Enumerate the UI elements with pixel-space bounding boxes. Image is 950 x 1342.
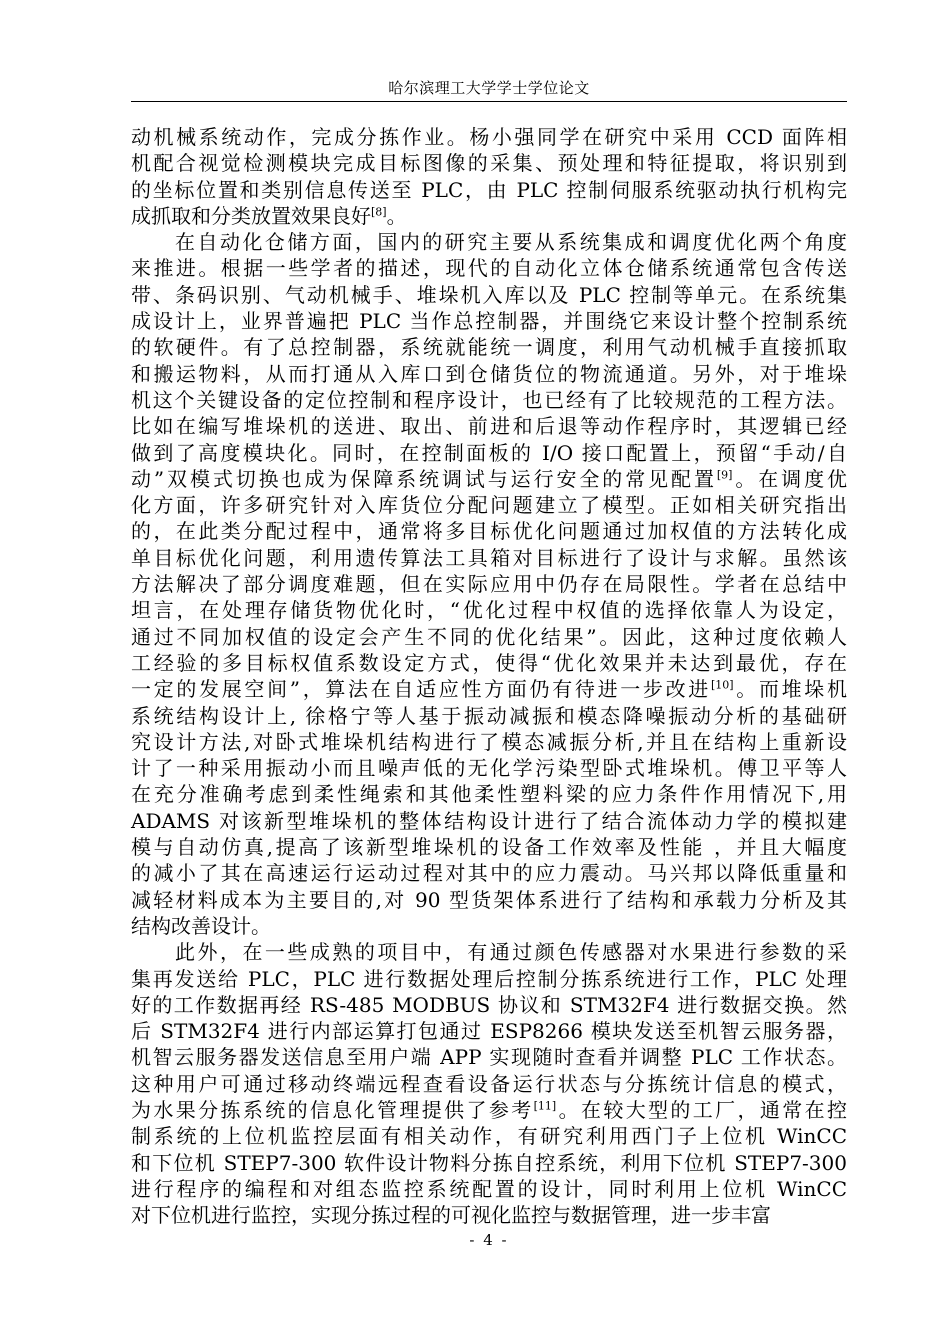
text-line	[131, 1150, 847, 1176]
text-line	[131, 781, 847, 807]
text-line	[131, 650, 847, 676]
line-text: 结构改善设计。	[131, 913, 271, 938]
text-line	[131, 887, 847, 913]
line-text: 比如在编写堆垛机的送进、取出、前进和后退等动作程序时，其逻辑已经	[131, 414, 847, 439]
paragraph	[131, 124, 847, 229]
text-line	[131, 913, 847, 939]
line-text: 的减小了其在高速运行运动过程对其中的应力震动。马兴邦以降低重量和	[131, 861, 847, 886]
text-line	[131, 860, 847, 886]
text-line	[131, 229, 847, 255]
citation-marker: [10]	[710, 678, 734, 692]
line-text: 机智云服务器发送信息至用户端 APP 实现随时查看并调整 PLC 工作状态。	[131, 1045, 847, 1070]
line-text: 机这个关键设备的定位控制和程序设计，也已经有了比较规范的工程方法。	[131, 387, 847, 412]
text-line	[131, 1123, 847, 1149]
text-line	[131, 992, 847, 1018]
body-text	[131, 124, 847, 1228]
text-line	[131, 571, 847, 597]
text-line	[131, 177, 847, 203]
text-line	[131, 834, 847, 860]
line-text: ADAMS 对该新型堆垛机的整体结构设计进行了结合流体动力学的模拟建	[131, 808, 847, 833]
line-text: 一定的发展空间”，算法在自适应性方面仍有待进一步改进	[131, 677, 711, 702]
line-text: 此外，在一些成熟的项目中，有通过颜色传感器对水果进行参数的采	[175, 940, 847, 965]
line-text-continued: 。在调度优	[732, 466, 847, 491]
line-text: 方法解决了部分调度难题，但在实际应用中仍存在局限性。学者在总结中	[131, 572, 847, 597]
text-line	[131, 1202, 847, 1228]
line-text: 制系统的上位机监控层面有相关动作，有研究利用西门子上位机 WinCC	[131, 1124, 847, 1149]
line-text: 的，在此类分配过程中，通常将多目标优化问题通过加权值的方法转化成	[131, 519, 847, 544]
text-line	[131, 729, 847, 755]
line-text: 坦言，在处理存储货物优化时，“优化过程中权值的选择依靠人为设定，	[131, 598, 847, 623]
line-text: 单目标优化问题，利用遗传算法工具箱对目标进行了设计与求解。虽然该	[131, 545, 847, 570]
text-line	[131, 334, 847, 360]
line-text: 集再发送给 PLC，PLC 进行数据处理后控制分拣系统进行工作，PLC 处理	[131, 966, 847, 991]
line-text: 减轻材料成本为主要目的,对 90 型货架体系进行了结构和承载力分析及其	[131, 887, 847, 912]
line-text: 带、条码识别、气动机械手、堆垛机入库以及 PLC 控制等单元。在系统集	[131, 282, 847, 307]
text-line	[131, 308, 847, 334]
line-text-continued: 。而堆垛机	[733, 677, 847, 702]
text-line	[131, 624, 847, 650]
line-text: 成抓取和分类放置效果良好	[131, 203, 371, 228]
text-line	[131, 808, 847, 834]
text-line	[131, 1071, 847, 1097]
line-text: 做到了高度模块化。同时，在控制面板的 I/O 接口配置上，预留“手动/自	[131, 440, 847, 465]
line-text-continued: 。	[386, 203, 407, 228]
text-line	[131, 1044, 847, 1070]
line-text: 的软硬件。有了总控制器，系统就能统一调度，利用气动机械手直接抓取	[131, 335, 847, 360]
text-line	[131, 440, 847, 466]
line-text: 成设计上，业界普遍把 PLC 当作总控制器，并围绕它来设计整个控制系统	[131, 309, 847, 334]
paragraph	[131, 229, 847, 939]
text-line	[131, 413, 847, 439]
text-line	[131, 255, 847, 281]
text-line	[131, 492, 847, 518]
text-line	[131, 1018, 847, 1044]
citation-marker: [8]	[371, 205, 387, 219]
text-line	[131, 387, 847, 413]
text-line	[131, 597, 847, 623]
text-line	[131, 1097, 847, 1123]
running-header: 哈尔滨理工大学学士学位论文	[388, 79, 590, 97]
line-text: 后 STM32F4 进行内部运算打包通过 ESP8266 模块发送至机智云服务器，	[131, 1019, 847, 1044]
line-text: 机配合视觉检测模块完成目标图像的采集、预处理和特征提取，将识别到	[131, 151, 847, 176]
text-line	[131, 518, 847, 544]
text-line	[131, 466, 847, 492]
line-text: 究设计方法,对卧式堆垛机结构进行了模态减振分析,并且在结构上重新设	[131, 729, 847, 754]
line-text: 进行程序的编程和对组态监控系统配置的设计，同时利用上位机 WinCC	[131, 1176, 847, 1201]
line-text: 计了一种采用振动小而且噪声低的无化学污染型卧式堆垛机。傅卫平等人	[131, 756, 847, 781]
page-number: - 4 -	[469, 1231, 509, 1249]
line-text: 通过不同加权值的设定会产生不同的优化结果”。因此，这种过度依赖人	[131, 624, 847, 649]
text-line	[131, 966, 847, 992]
line-text: 动”双模式切换也成为保障系统调试与运行安全的常见配置	[131, 466, 717, 491]
line-text: 为水果分拣系统的信息化管理提供了参考	[131, 1097, 534, 1122]
citation-marker: [9]	[716, 468, 733, 482]
line-text: 动机械系统动作，完成分拣作业。杨小强同学在研究中采用 CCD 面阵相	[131, 125, 847, 149]
line-text: 模与自动仿真,提高了该新型堆垛机的设备工作效率及性能 ，并且大幅度	[131, 835, 847, 860]
line-text: 在自动化仓储方面，国内的研究主要从系统集成和调度优化两个角度	[175, 230, 847, 255]
paragraph	[131, 939, 847, 1228]
line-text: 在充分准确考虑到柔性绳索和其他柔性塑料梁的应力条件作用情况下,用	[131, 782, 847, 807]
text-line	[131, 150, 847, 176]
citation-marker: [11]	[533, 1099, 557, 1113]
text-line	[131, 676, 847, 702]
text-line	[131, 361, 847, 387]
header-rule	[131, 101, 847, 102]
line-text: 来推进。根据一些学者的描述，现代的自动化立体仓储系统通常包含传送	[131, 256, 847, 281]
text-line	[131, 703, 847, 729]
text-line	[131, 124, 847, 150]
text-line	[131, 939, 847, 965]
line-text: 系统结构设计上, 徐格宁等人基于振动减振和模态降噪振动分析的基础研	[131, 703, 847, 728]
line-text: 对下位机进行监控，实现分拣过程的可视化监控与数据管理，进一步丰富	[131, 1203, 771, 1228]
line-text-continued: 。在较大型的工厂，通常在控	[556, 1097, 848, 1122]
text-line	[131, 545, 847, 571]
line-text: 这种用户可通过移动终端远程查看设备运行状态与分拣统计信息的模式，	[131, 1071, 847, 1096]
text-line	[131, 755, 847, 781]
line-text: 和下位机 STEP7-300 软件设计物料分拣自控系统，利用下位机 STEP7-300	[131, 1150, 847, 1175]
text-line	[131, 1176, 847, 1202]
text-line	[131, 282, 847, 308]
text-line	[131, 203, 847, 229]
line-text: 好的工作数据再经 RS-485 MODBUS 协议和 STM32F4 进行数据交换。然	[131, 992, 847, 1017]
line-text: 的坐标位置和类别信息传送至 PLC，由 PLC 控制伺服系统驱动执行机构完	[131, 177, 847, 202]
line-text: 和搬运物料，从而打通从入库口到仓储货位的物流通道。另外，对于堆垛	[131, 361, 847, 386]
line-text: 化方面，许多研究针对入库货位分配问题建立了模型。正如相关研究指出	[131, 493, 847, 518]
line-text: 工经验的多目标权值系数设定方式，使得“优化效果并未达到最优，存在	[131, 650, 847, 675]
